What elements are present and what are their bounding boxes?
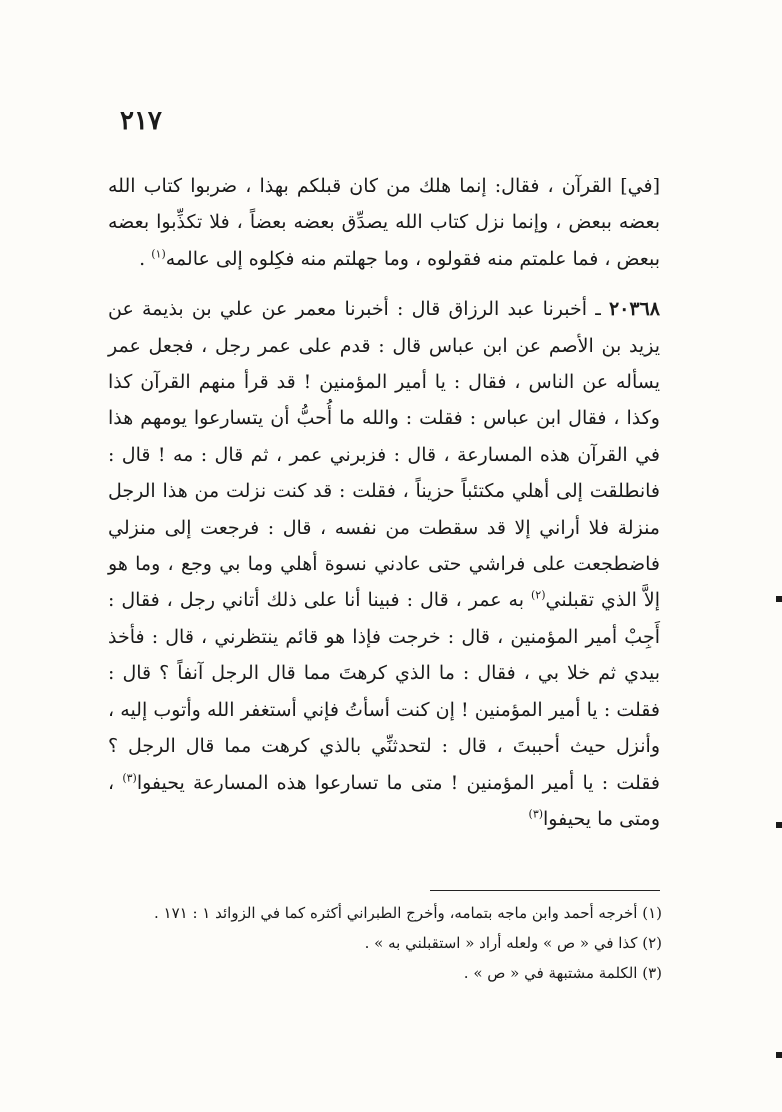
footnote-2 [150,928,662,958]
footnote-1-marker: (١) [642,904,662,922]
footnote-3-marker: (٣) [642,964,662,982]
paragraph-1-end: . [139,247,152,270]
footnotes [150,898,662,988]
paragraph-2-text-c: ، ومتى ما يحيفوا [108,771,660,830]
footnote-3 [150,958,662,988]
paragraph-1 [108,168,660,277]
footnote-2-text: كذا في « ص » ولعله أراد « استقبلني به » . [364,934,643,952]
footnote-1-text: أخرجه أحمد وابن ماجه بتمامه، وأخرج الطبراني أكثره كما في الزوائد ١ : ١٧١ . [153,904,643,922]
footnote-ref-1: (١) [151,247,166,261]
main-text [108,168,660,837]
footnote-1 [150,898,662,928]
edge-mark-2 [776,822,782,828]
footnote-3-text: الكلمة مشتبهة في « ص » . [463,964,643,982]
paragraph-1-text: [في] القرآن ، فقال: إنما هلك من كان قبلكم بهذا ، ضربوا كتاب الله بعضه ببعض ، وإنما نزل كتاب الله يصدِّق بعضه بعضاً ، فلا تكذِّبوا بعضه ببعض ، فما علمتم منه فقولوه ، وما جهلتم منه فكِلوه إلى عالمه [108,175,660,270]
footnote-divider [430,890,660,891]
footnote-ref-2: (٢) [531,589,546,603]
edge-mark-1 [776,596,782,602]
footnote-ref-3a: (٣) [122,771,137,785]
edge-mark-3 [776,1052,782,1058]
paragraph-2 [108,291,660,837]
paragraph-2-text-b: به عمر ، قال : فبينا أنا على ذلك أتاني رجل ، فقال : أَجِبْ أمير المؤمنين ، قال : خرجت فإذا هو قائم ينتظرني ، قال : فأخذ بيدي ثم خلا بي ، فقال : ما الذي كرهتَ مما قال الرجل آنفاً ؟ قال : فقلت : يا أمير المؤمنين ! إن كنت أسأتُ فإني أستغفر الله وأتوب إليه ، وأنزل حيث أحببتَ ، قال : لتحدثنِّي بالذي كرهت مما قال الرجل ؟ فقلت : يا أمير المؤمنين ! متى ما تسارعوا هذه المسارعة يحيفوا [108,589,660,794]
hadith-number: ٢٠٣٦٨ [608,298,660,321]
footnote-2-marker: (٢) [642,934,662,952]
footnote-ref-3b: (٣) [528,807,544,821]
page-number: ٢١٧ [120,106,162,136]
paragraph-2-text-a: ـ أخبرنا عبد الرزاق قال : أخبرنا معمر عن علي بن بذيمة عن يزيد بن الأصم عن ابن عباس قال : قدم على عمر رجل ، فجعل عمر يسأله عن الناس ، فقال : يا أمير المؤمنين ! قد قرأ منهم القرآن كذا وكذا ، فقال ابن عباس : فقلت : والله ما أُحبُّ أن يتسارعوا يومهم هذا في القرآن هذه المسارعة ، قال : فزبرني عمر ، ثم قال : مه ! قال : فانطلقت إلى أهلي مكتئباً حزيناً ، فقلت : قد كنت نزلت من هذا الرجل منزلة فلا أراني إلا قد سقطت من نفسه ، قال : فرجعت إلى منزلي فاضطجعت على فراشي حتى عادني نسوة أهلي وما بي وجع ، وما هو إلاَّ الذي تقبلني [108,298,660,612]
